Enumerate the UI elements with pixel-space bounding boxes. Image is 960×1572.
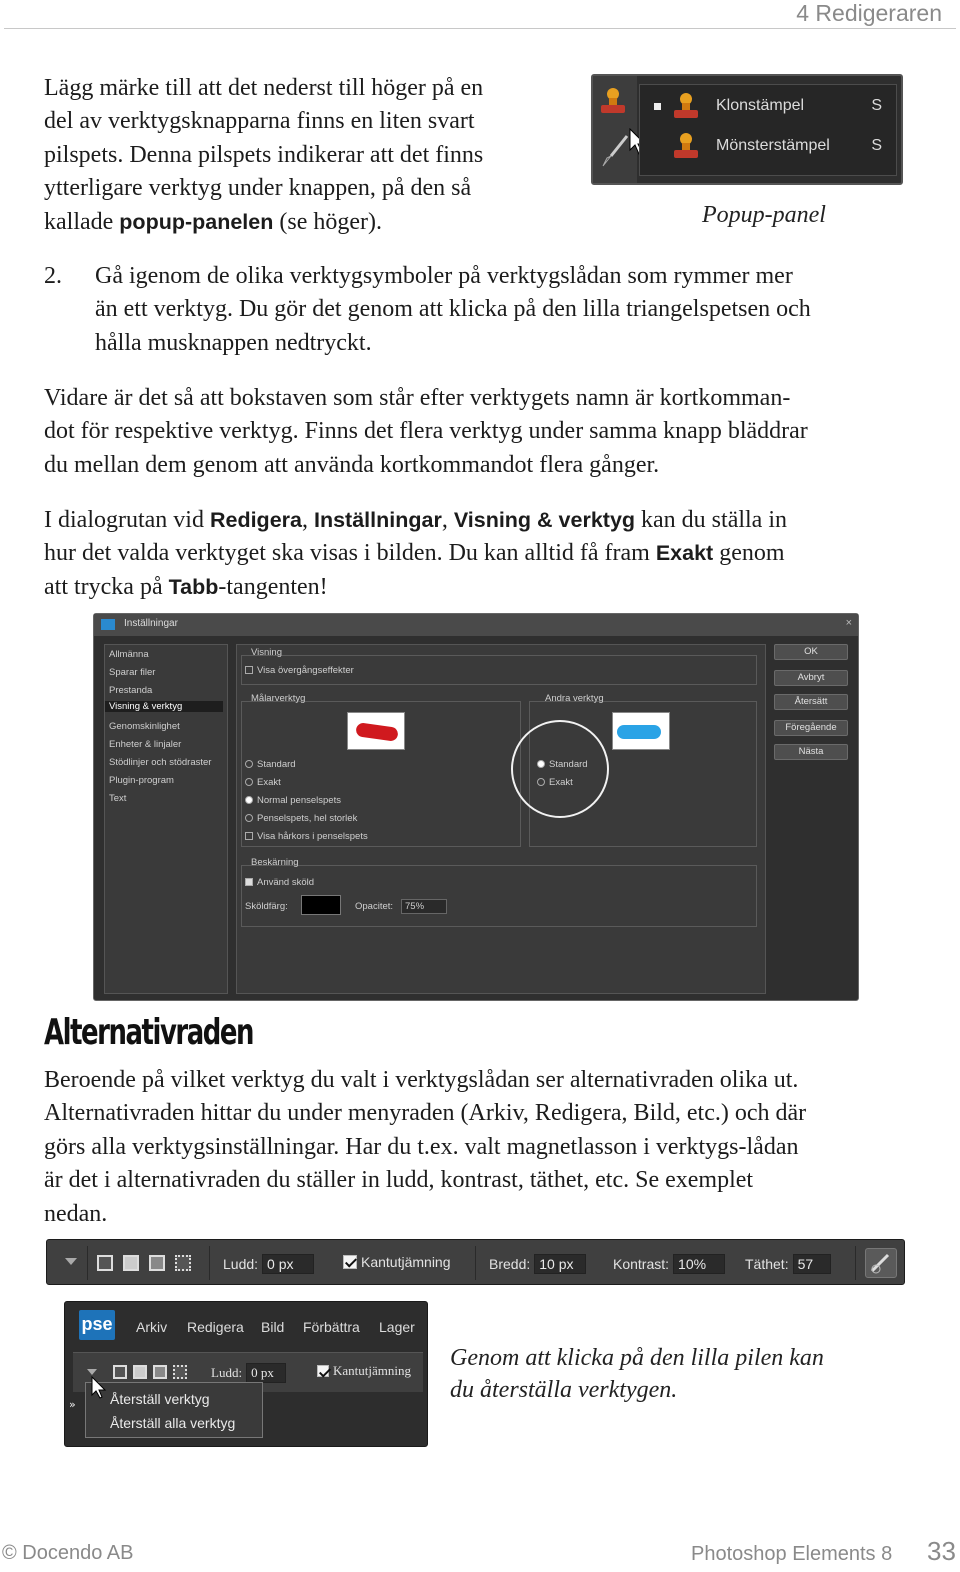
category-item[interactable]: Sparar filer xyxy=(109,667,156,678)
separator xyxy=(209,1246,210,1280)
paragraph-line: Vidare är det så att bokstaven som står efter verktygets namn är kortkomman- xyxy=(44,385,791,411)
checkbox-icon[interactable] xyxy=(317,1365,329,1377)
subtract-selection-icon[interactable] xyxy=(149,1255,165,1271)
text: kan du ställa in xyxy=(635,507,787,533)
category-item[interactable]: Enheter & linjaler xyxy=(109,739,182,750)
cursor-arrow-icon xyxy=(91,1376,107,1400)
category-item[interactable]: Genomskinlighet xyxy=(109,721,180,732)
group-label: Visning xyxy=(251,647,282,658)
checkbox-option[interactable] xyxy=(245,877,314,888)
intro-text: (se höger). xyxy=(273,208,382,235)
new-selection-icon[interactable] xyxy=(97,1255,113,1271)
option-term: Exakt xyxy=(655,541,714,566)
category-item-selected[interactable]: Visning & verktyg xyxy=(105,701,223,712)
intro-line: Lägg märke till att det nederst till höger på en xyxy=(44,75,484,101)
next-button[interactable]: Nästa xyxy=(774,744,848,760)
text: , xyxy=(301,507,314,533)
antialias-label: Kantutjämning xyxy=(361,1254,451,1270)
footer-copyright: © Docendo AB xyxy=(2,1542,134,1564)
pattern-stamp-icon xyxy=(674,133,698,159)
paragraph-line xyxy=(44,571,924,604)
options-paragraph xyxy=(44,1064,924,1231)
chapter-title: 4 Redigeraren xyxy=(796,0,942,26)
text: I dialogrutan vid xyxy=(44,507,210,533)
contrast-label: Kontrast: xyxy=(613,1256,670,1272)
group-label: Målarverktyg xyxy=(251,693,306,704)
option-label: Penselspets, hel storlek xyxy=(257,813,358,824)
highlight-circle xyxy=(511,720,609,818)
text: -tangenten! xyxy=(218,573,328,600)
paragraph-line xyxy=(44,504,924,537)
intro-line xyxy=(44,206,564,239)
popup-item-pattern-stamp[interactable] xyxy=(660,129,890,165)
popup-item-clone-stamp[interactable] xyxy=(660,89,890,125)
caption-line: du återställa verktygen. xyxy=(450,1377,678,1403)
brush-icon xyxy=(601,134,625,160)
menu-term: Inställningar xyxy=(313,508,442,532)
option-label: Använd sköld xyxy=(257,877,315,888)
step-line: än ett verktyg. Du gör det genom att klicka på den lilla triangelspetsen och xyxy=(95,296,811,323)
step-line: Gå igenom de olika verktygsymboler på verktygslådan som rymmer mer xyxy=(95,263,793,289)
checkbox-option[interactable] xyxy=(245,665,354,676)
ludd-control xyxy=(223,1254,314,1274)
shield-color-swatch[interactable] xyxy=(301,895,341,915)
caption-line: Genom att klicka på den lilla pilen kan xyxy=(450,1345,824,1371)
text: , xyxy=(441,507,454,533)
option-label: Standard xyxy=(257,759,296,770)
pse-window-screenshot xyxy=(64,1301,428,1447)
toolbox-strip xyxy=(593,76,637,183)
paragraph-line: görs alla verktygsinställningar. Har du t.ex. valt magnetlasson i verktygs-lådan xyxy=(44,1133,799,1160)
contrast-control xyxy=(613,1254,725,1274)
ludd-control xyxy=(211,1363,286,1383)
density-control xyxy=(745,1254,831,1274)
close-icon[interactable]: × xyxy=(845,617,852,629)
option-label: Normal penselspets xyxy=(257,795,341,806)
antialias-control[interactable] xyxy=(343,1254,451,1270)
dialog-paragraph xyxy=(44,504,924,604)
intro-text: kallade xyxy=(44,208,120,235)
category-list xyxy=(104,644,228,994)
intro-line: ytterligare verktyg under knappen, på den så xyxy=(44,175,472,202)
reset-dropdown-menu xyxy=(85,1382,263,1438)
paragraph-line: dot för respektive verktyg. Finns det flera verktyg under samma knapp bläddrar xyxy=(44,418,808,445)
separator xyxy=(855,1246,856,1280)
ok-button[interactable]: OK xyxy=(774,644,848,660)
menu-item-arkiv[interactable]: Arkiv xyxy=(136,1319,168,1335)
text: att trycka på xyxy=(44,573,169,600)
brush-preview-red xyxy=(347,712,405,750)
antialias-control[interactable] xyxy=(317,1363,411,1379)
checkbox-option[interactable] xyxy=(245,831,368,842)
dialog-titlebar xyxy=(94,614,858,636)
option-label: Visa övergångseffekter xyxy=(257,665,354,676)
shield-color-label: Sköldfärg: xyxy=(245,901,288,912)
ludd-label: Ludd: xyxy=(223,1256,259,1272)
pse-logo: pse xyxy=(79,1310,115,1340)
paragraph-line: nedan. xyxy=(44,1200,108,1227)
new-selection-icon[interactable] xyxy=(113,1365,127,1379)
contrast-input[interactable]: 10% xyxy=(673,1254,725,1274)
density-input[interactable]: 57 xyxy=(793,1254,831,1274)
category-item[interactable]: Plugin-program xyxy=(109,775,174,786)
menu-item-redigera[interactable]: Redigera xyxy=(187,1319,244,1335)
reset-caption xyxy=(450,1342,824,1406)
ludd-label: Ludd: xyxy=(211,1365,243,1380)
settings-dialog-screenshot xyxy=(93,613,859,1001)
clone-stamp-icon xyxy=(601,88,625,114)
text: genom xyxy=(713,540,785,567)
header-rule xyxy=(4,28,956,29)
panel-expand-icon[interactable]: » xyxy=(69,1398,76,1411)
step-line: hålla musknappen nedtryckt. xyxy=(95,329,372,356)
cancel-button[interactable]: Avbryt xyxy=(774,670,848,686)
opacity-field[interactable]: 75% xyxy=(401,899,447,914)
brush-preview-blue xyxy=(612,712,670,750)
step-2-paragraph xyxy=(95,260,915,360)
paragraph-line xyxy=(44,537,924,570)
app-icon xyxy=(101,619,115,630)
previous-button[interactable]: Föregående xyxy=(774,720,848,736)
menu-term: Redigera xyxy=(209,508,302,532)
paragraph-line: Alternativraden hittar du under menyraden (Arkiv, Redigera, Bild, etc.) och där xyxy=(44,1100,807,1127)
option-label: Exakt xyxy=(549,777,573,788)
radio-option[interactable] xyxy=(245,777,281,788)
reset-arrow-icon[interactable] xyxy=(87,1369,97,1376)
intro-line: del av verktygsknapparna finns en liten svart xyxy=(44,108,475,135)
paragraph-line: Beroende på vilket verktyg du valt i verktygslådan ser alternativraden olika ut. xyxy=(44,1067,799,1093)
width-control xyxy=(489,1254,586,1274)
popup-term: popup-panelen xyxy=(119,209,274,234)
radio-option[interactable] xyxy=(245,759,296,770)
pen-pressure-icon[interactable] xyxy=(865,1248,897,1278)
group-label: Andra verktyg xyxy=(545,693,604,704)
section-heading: Alternativraden xyxy=(44,1012,254,1053)
option-label: Standard xyxy=(549,759,588,770)
width-label: Bredd: xyxy=(489,1256,531,1272)
dialog-title: Inställningar xyxy=(124,618,178,629)
reset-tool-item[interactable]: Återställ verktyg xyxy=(110,1391,210,1407)
intro-line: pilspets. Denna pilspets indikerar att det finns xyxy=(44,141,484,168)
ludd-input[interactable]: 0 px xyxy=(262,1254,314,1274)
intersect-selection-icon[interactable] xyxy=(175,1255,191,1271)
settings-panel xyxy=(236,644,766,994)
page-number: 33 xyxy=(927,1536,956,1566)
shortcut-paragraph xyxy=(44,382,924,482)
clone-stamp-icon xyxy=(674,93,698,119)
add-selection-icon[interactable] xyxy=(133,1365,147,1379)
radio-option[interactable] xyxy=(245,813,357,824)
paragraph-line: är det i alternativraden du ställer in ludd, kontrast, täthet, etc. Se exemplet xyxy=(44,1167,754,1194)
checkbox-icon[interactable] xyxy=(343,1255,357,1269)
text: hur det valda verktyget ska visas i bilden. Du kan alltid få fram xyxy=(44,540,656,567)
step-number: 2. xyxy=(44,263,62,289)
reset-arrow-icon[interactable] xyxy=(65,1258,77,1266)
reset-button[interactable]: Återsätt xyxy=(774,694,848,710)
footer-book-title: Photoshop Elements 8 xyxy=(691,1543,893,1565)
category-item[interactable]: Text xyxy=(109,793,127,804)
key-term: Tabb xyxy=(168,574,219,599)
group-label: Beskärning xyxy=(251,857,299,868)
menu-item-forbattra[interactable]: Förbättra xyxy=(303,1319,360,1335)
opacity-label: Opacitet: xyxy=(355,901,394,912)
reset-all-tools-item[interactable]: Återställ alla verktyg xyxy=(110,1415,236,1431)
tool-shortcut: S xyxy=(871,137,882,154)
radio-option[interactable] xyxy=(245,795,341,806)
separator xyxy=(475,1246,476,1280)
antialias-label: Kantutjämning xyxy=(333,1363,411,1378)
menu-item-lager[interactable]: Lager xyxy=(379,1319,415,1335)
popup-panel-screenshot xyxy=(591,74,903,185)
tool-name: Klonstämpel xyxy=(716,97,805,114)
width-input[interactable]: 10 px xyxy=(534,1254,586,1274)
category-item[interactable]: Stödlinjer och stödraster xyxy=(109,757,212,768)
tool-name: Mönsterstämpel xyxy=(716,137,830,154)
category-item[interactable]: Allmänna xyxy=(109,649,149,660)
option-label: Exakt xyxy=(257,777,281,788)
options-bar-screenshot xyxy=(46,1239,905,1285)
tool-shortcut: S xyxy=(871,97,882,114)
ludd-input[interactable]: 0 px xyxy=(246,1363,286,1383)
option-label: Visa hårkors i penselspets xyxy=(257,831,368,842)
menu-item-bild[interactable]: Bild xyxy=(261,1319,285,1335)
paragraph-line: du mellan dem genom att använda kortkommandot flera gånger. xyxy=(44,451,660,478)
separator xyxy=(87,1246,88,1280)
subtract-selection-icon[interactable] xyxy=(153,1365,167,1379)
intersect-selection-icon[interactable] xyxy=(173,1365,187,1379)
popup-tool-list xyxy=(639,84,897,176)
popup-caption: Popup-panel xyxy=(702,202,826,228)
menu-term: Visning & verktyg xyxy=(453,508,636,532)
category-item[interactable]: Prestanda xyxy=(109,685,153,696)
density-label: Täthet: xyxy=(745,1256,789,1272)
intro-paragraph xyxy=(44,72,564,239)
add-selection-icon[interactable] xyxy=(123,1255,139,1271)
